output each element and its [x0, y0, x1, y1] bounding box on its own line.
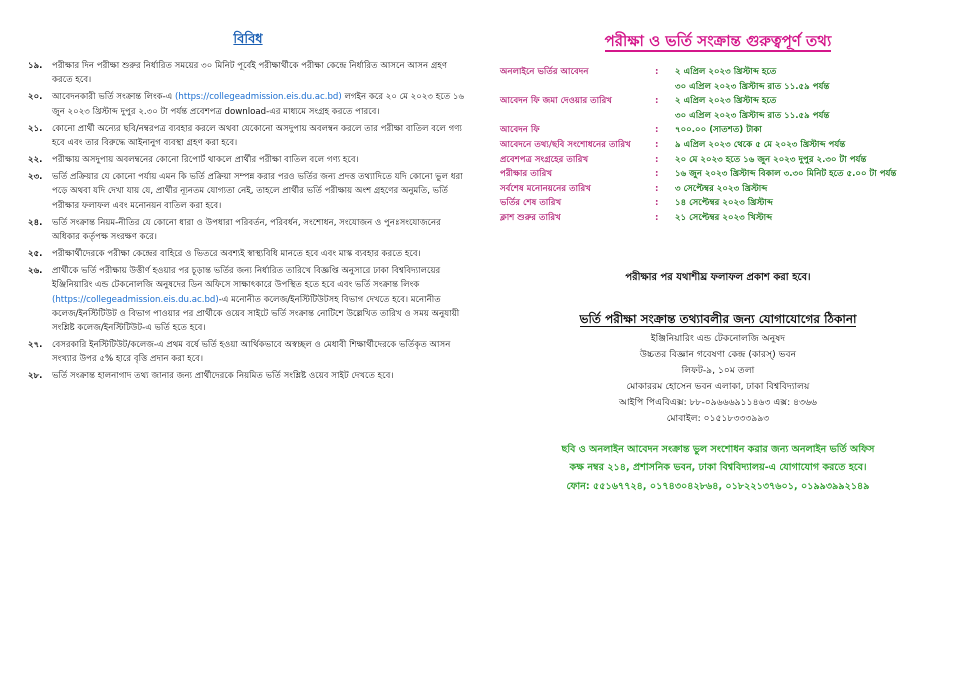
info-colon: : [655, 169, 659, 180]
info-value: ২ এপ্রিল ২০২৩ খ্রিস্টাব্দ হতে [675, 67, 777, 77]
left-column [28, 30, 468, 387]
info-label: প্রবেশপত্র সংগ্রহের তারিখ [500, 154, 589, 165]
info-label: ক্লাশ শুরুর তারিখ [500, 213, 561, 224]
info-row [500, 65, 936, 80]
info-label: পরীক্ষার তারিখ [500, 169, 552, 180]
rule-item [28, 122, 468, 150]
info-table [500, 65, 936, 226]
info-colon: : [655, 140, 659, 151]
info-row [500, 138, 936, 153]
info-label [500, 80, 655, 95]
rule-number: ২১. [28, 123, 43, 134]
info-row [500, 182, 936, 197]
info-colon: : [655, 183, 659, 194]
info-value: ২ এপ্রিল ২০২৩ খ্রিস্টাব্দ হতে [675, 96, 777, 107]
rule-number: ২৫. [28, 249, 43, 260]
contact-mobile: মোবাইল: ০১৫১৮৩৩৩৯৯৩ [666, 413, 770, 425]
rule-item [28, 153, 468, 167]
info-colon: : [655, 67, 659, 77]
info-value: ১৪ সেপ্টেম্বর ২০২৩ খ্রিস্টাব্দ [675, 198, 773, 209]
rule-text: বেসরকারি ইনস্টিটিউট/কলেজ-এ প্রথম বর্ষে ভর্তি হওয়া আর্থিকভাবে অস্বচ্ছল ও মেধাবী শিক্ষার্থীদেরকে ভর্তিকৃত আসন সংখ্যার উপর ৫% হারে বৃত্তি প্রদান করা হবে। [52, 340, 451, 365]
info-value: ২১ সেপ্টেম্বর ২০২৩ খিস্টাব্দ [675, 213, 773, 224]
rule-text: আবেদনকারী ভর্তি সংক্রান্ত লিংক-এ (https://collegeadmission.eis.du.ac.bd) লগইন করে ২০ মে ২০২৩ হতে ১৬ জুন ২০২৩ খ্রিস্টাব্দ দুপুর ২.৩০ টা পর্যন্ত প্রবেশপত্র download-এর মাধ্যমে সংগ্রহ করতে পারবে। [52, 92, 465, 117]
info-row [500, 211, 936, 226]
rule-item [28, 170, 468, 213]
rule-item [28, 216, 468, 244]
rule-text: পরীক্ষায় অসদুপায় অবলম্বনের কোনো রিপোর্ট থাকলে প্রার্থীর পরীক্ষা বাতিল বলে গণ্য হবে। [52, 155, 359, 166]
rule-number: ১৯. [28, 61, 43, 71]
rule-item [28, 59, 468, 87]
info-colon [655, 109, 675, 124]
info-label: আবেদন ফি জমা দেওয়ার তারিখ [500, 96, 612, 107]
correction-phones: ফোন: ৫৫১৬৭৭২৪, ০১৭৪৩০৪২৮৬৪, ০১৮২২১৩৭৬০১, ০১৯৯৩৯৯২১৪৯ [566, 480, 870, 492]
rule-text: পরীক্ষার্থীদেরকে পরীক্ষা কেন্দ্রের বাহিরে ও ভিতরে অবশ্যই স্বাস্থ্যবিধি মানতে হবে এবং মাস্ক ব্যবহার করতে হবে। [52, 249, 421, 260]
right-column [500, 30, 936, 496]
info-row [500, 153, 936, 168]
contact-line: মোকাররম হোসেন ভবন এলাকা, ঢাকা বিশ্ববিদ্যালয় [626, 380, 810, 392]
rule-item [28, 369, 468, 383]
correction-line: ছবি ও অনলাইন আবেদন সংক্রান্ত ভুল সংশোধন করার জন্য অনলাইন ভর্তি অফিস [561, 444, 875, 456]
rule-item [28, 264, 468, 335]
info-row [500, 80, 936, 95]
rule-text: কোনো প্রার্থী অন্যের ছবি/নম্বরপত্র ব্যবহার করলে অথবা যেকোনো অসদুপায় অবলম্বন করলে তার পরীক্ষা বাতিল বলে গণ্য হবে এবং তার বিরুদ্ধে আইনানুগ ব্যবস্থা গ্রহণ করা হবে। [52, 123, 462, 148]
info-value: ৯ এপ্রিল ২০২৩ থেকে ৫ মে ২০২৩ খ্রিস্টাব্দ পর্যন্ত [675, 140, 846, 151]
rule-item [28, 90, 468, 118]
rule-number: ২৪. [28, 217, 43, 228]
admission-link[interactable]: (https://collegeadmission.eis.du.ac.bd) [175, 92, 342, 103]
info-row [500, 109, 936, 124]
rule-number: ২২. [28, 155, 43, 166]
rule-text: ভর্তি সংক্রান্ত হালনাগাদ তথ্য জানার জন্য প্রার্থীদেরকে নিয়মিত ভর্তি সংশ্লিষ্ট ওয়েব সাইট দেখতে হবে। [52, 371, 394, 382]
info-colon [655, 80, 675, 95]
info-colon: : [655, 125, 659, 136]
rules-list [28, 59, 468, 384]
info-value: ৩ সেপ্টেম্বর ২০২৩ খ্রিস্টাব্দ [675, 183, 768, 194]
contact-line: ইঞ্জিনিয়ারিং এন্ড টেকনোলজি অনুষদ [650, 332, 786, 344]
info-value: ৩০ এপ্রিল ২০২৩ খ্রিস্টাব্দ রাত ১১.৫৯ পর্যন্ত [675, 110, 830, 121]
info-label: ভর্তির শেষ তারিখ [500, 198, 562, 209]
rule-text: ভর্তি প্রক্রিয়ার যে কোনো পর্যায় এমন কি ভর্তি প্রক্রিয়া সম্পন্ন করার পরও ভর্তির জন্য প্রদত্ত তথ্যাদিতে যদি কোনো ভুল ধরা পড়ে অথবা যদি দেখা যায় যে, প্রার্থীর ন্যূনতম যোগ্যতা নেই, তাহলে প্রার্থীর ভর্তি পরীক্ষায় অংশ গ্রহণের অনুমতি, ভর্তি পরীক্ষার ফলাফল এবং মনোনয়ন বাতিল করা হবে। [52, 172, 463, 211]
info-row [500, 123, 936, 138]
info-label: সর্বশেষ মনোনয়নের তারিখ [500, 183, 591, 194]
admission-link[interactable]: (https://collegeadmission.eis.du.ac.bd) [52, 294, 219, 305]
info-title: পরীক্ষা ও ভর্তি সংক্রান্ত গুরুত্বপূর্ণ তথ্য [604, 32, 832, 50]
info-colon: : [655, 198, 659, 209]
info-row [500, 94, 936, 109]
info-label [500, 109, 655, 124]
info-row [500, 167, 936, 182]
rule-text: প্রার্থীকে ভর্তি পরীক্ষায় উত্তীর্ণ হওয়ার পর চূড়ান্ত ভর্তির জন্য নির্ধারিত তারিখে বিজ্ঞপ্তি অনুসারে ঢাকা বিশ্ববিদ্যালয়ের ইঞ্জিনিয়ারিং এন্ড টেকনোলজি অনুষদের ডিন অফিসে সাক্ষাৎকারে উপস্থিত হতে হবে এবং ভর্তি সংক্রান্ত লিংক (https://collegeadmission.eis.du.ac.bd)-এ মনোনীত কলেজ/ইনস্টিটিউটসহ বিভাগ দেখতে হবে। মনোনীত কলেজ/ইনস্টিটিউট ও বিভাগ পাওয়ার পর প্রার্থীকে ওয়েব সাইটে ভর্তি সংক্রান্ত নোটিশে উল্লেখিত তারিখ ও সময় অনুযায়ী সংশ্লিষ্ট কলেজ/ইনস্টিটিউট-এ ভর্তি হতে হবে। [52, 266, 460, 333]
contact-line: লিফট-৯, ১০ম তলা [681, 364, 755, 376]
contact-address [500, 331, 936, 428]
info-value: ৭০০.০০ (সাতশত) টাকা [675, 125, 762, 136]
rule-text: পরীক্ষার দিন পরীক্ষা শুরুর নির্ধারিত সময়ের ৩০ মিনিট পূর্বেই পরীক্ষার্থীকে পরীক্ষা কেন্দ্রে নির্ধারিত আসনে আসন গ্রহণ করতে হবে। [52, 61, 448, 86]
correction-notice [500, 441, 936, 496]
rule-item [28, 338, 468, 366]
info-label: আবেদনে তথ্য/ছবি সংশোধনের তারিখ [500, 140, 631, 151]
contact-line: উচ্চতর বিজ্ঞান গবেষণা কেন্দ্র (কারস্‌) ভবন [639, 348, 797, 360]
rule-item [28, 247, 468, 261]
rule-number: ২৬. [28, 266, 43, 277]
info-colon: : [655, 96, 659, 107]
rule-number: ২০. [28, 92, 43, 103]
info-colon: : [655, 213, 659, 224]
rule-text: ভর্তি সংক্রান্ত নিয়ম-নীতির যে কোনো ধারা ও উপধারা পরিবর্তন, পরিবর্ধন, সংশোধন, সংযোজন ও পুনঃসংযোজনের অধিকার কর্তৃপক্ষ সংরক্ষণ করে। [52, 217, 441, 242]
info-value: ৩০ এপ্রিল ২০২৩ খ্রিস্টাব্দ রাত ১১.৫৯ পর্যন্ত [675, 81, 830, 92]
rule-number: ২৩. [28, 172, 43, 183]
rule-number: ২৮. [28, 371, 43, 382]
info-label: অনলাইনে ভর্তির আবেদন [500, 67, 589, 77]
correction-line: কক্ষ নম্বর ২১৪, প্রশাসনিক ভবন, ঢাকা বিশ্ববিদ্যালয়-এ যোগাযোগ করতে হবে। [569, 462, 867, 474]
info-colon: : [655, 154, 659, 165]
contact-phone: আইপি পিএবিএক্স: ৮৮-০৯৬৬৬৯১১৪৬৩ এক্স: ৪৩৬৬ [618, 397, 818, 409]
info-value: ২০ মে ২০২৩ হতে ১৬ জুন ২০২৩ দুপুর ২.৩০ টা পর্যন্ত [675, 154, 867, 165]
info-row [500, 196, 936, 211]
section-heading: বিবিধ [233, 32, 263, 47]
result-notice: পরীক্ষার পর যথাশীঘ্র ফলাফল প্রকাশ করা হবে। [625, 271, 811, 283]
contact-title: ভর্তি পরীক্ষা সংক্রান্ত তথ্যাবলীর জন্য যোগাযোগের ঠিকানা [579, 311, 857, 326]
info-label: আবেদন ফি [500, 125, 540, 136]
rule-number: ২৭. [28, 340, 43, 351]
info-value: ১৬ জুন ২০২৩ খ্রিস্টাব্দ বিকাল ৩.৩০ মিনিট হতে ৫.০০ টা পর্যন্ত [675, 169, 897, 180]
